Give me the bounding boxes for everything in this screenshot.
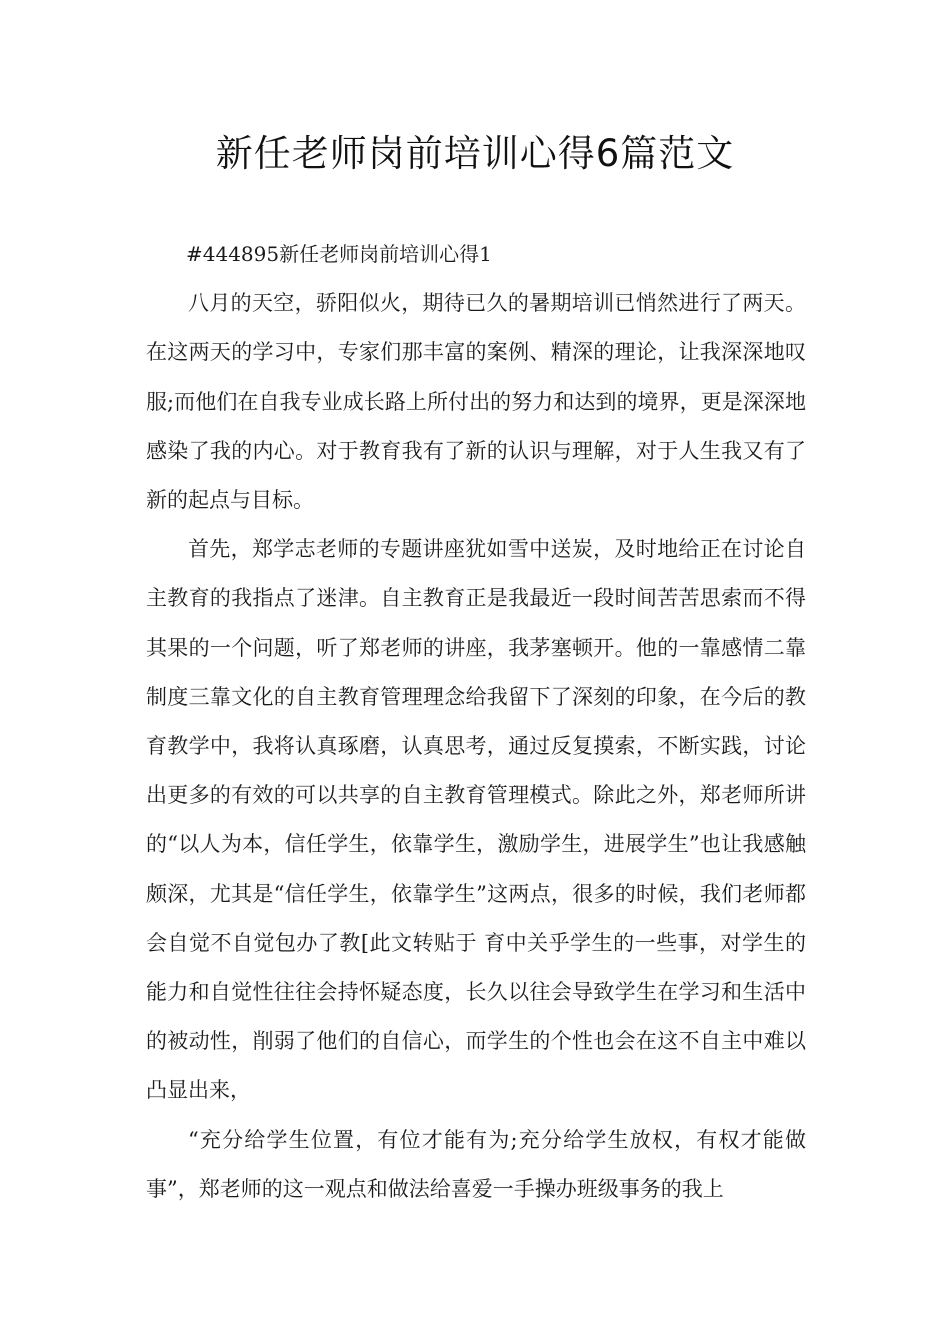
paragraph-3: “充分给学生位置，有位才能有为;充分给学生放权，有权才能做事”，郑老师的这一观点和做法给喜爱一手操办班级事务的我上 [146, 1127, 806, 1201]
paragraph-2: 首先，郑学志老师的专题讲座犹如雪中送炭，及时地给正在讨论自主教育的我指点了迷津。自主教育正是我最近一段时间苦苦思索而不得其果的一个问题，听了郑老师的讲座，我茅塞顿开。他的一靠感情二靠制度三靠文化的自主教育管理理念给我留下了深刻的印象，在今后的教育教学中，我将认真琢磨，认真思考，通过反复摸索，不断实践，讨论出更多的有效的可以共享的自主教育管理模式。除此之外，郑老师所讲的“以人为本，信任学生，依靠学生，激励学生，进展学生”也让我感触颇深，尤其是“信任学生，依靠学生”这两点，很多的时候，我们老师都会自觉不自觉包办了教[此文转贴于 育中关乎学生的一些事，对学生的能力和自觉性往往会持怀疑态度，长久以往会导致学生在学习和生活中的被动性，削弱了他们的自信心，而学生的个性也会在这不自主中难以凸显出来， [146, 537, 806, 1103]
paragraph-1: 八月的天空，骄阳似火，期待已久的暑期培训已悄然进行了两天。在这两天的学习中，专家们那丰富的案例、精深的理论，让我深深地叹服;而他们在自我专业成长路上所付出的努力和达到的境界，更是深深地感染了我的内心。对于教育我有了新的认识与理解，对于人生我又有了新的起点与目标。 [146, 291, 806, 513]
section-heading: #444895新任老师岗前培训心得1 [186, 242, 492, 266]
document-title: 新任老师岗前培训心得6篇范文 [215, 132, 735, 175]
document-body [146, 230, 806, 1214]
